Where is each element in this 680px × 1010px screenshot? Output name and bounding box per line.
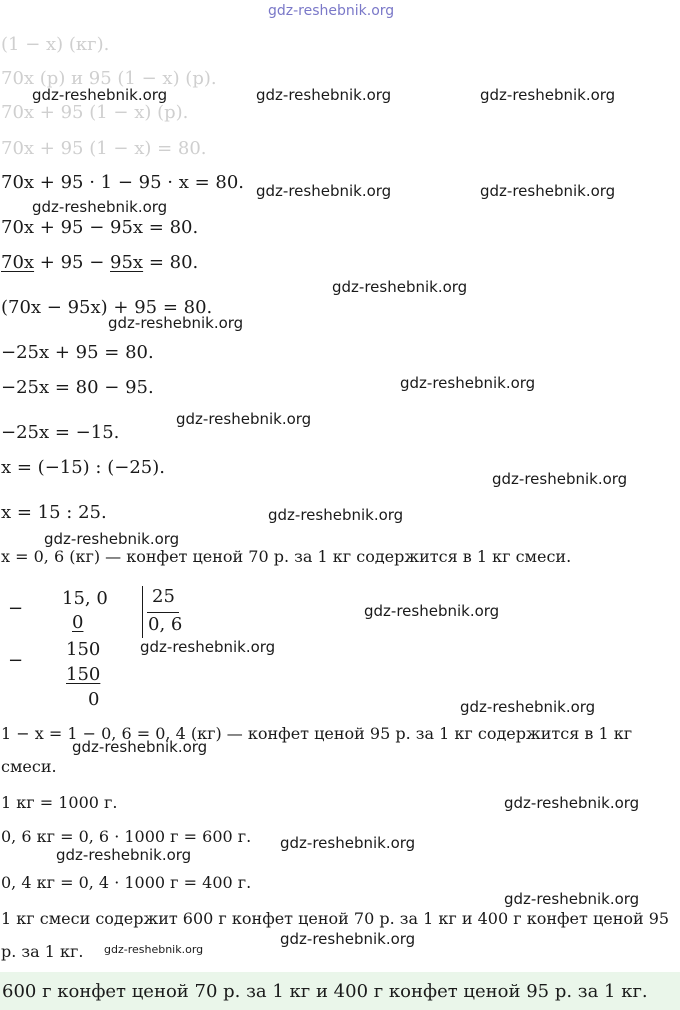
math-line: 70x + 95 (1 − x) = 80. xyxy=(1,138,207,159)
division-minus: − xyxy=(8,650,24,671)
division-remainder: 0 xyxy=(88,689,100,710)
site-watermark: gdz-reshebnik.org xyxy=(460,698,596,716)
underlined-term: 70x xyxy=(1,252,35,273)
site-watermark: gdz-reshebnik.org xyxy=(256,86,392,104)
underlined-term: 95x xyxy=(110,252,144,273)
site-watermark: gdz-reshebnik.org xyxy=(256,182,392,200)
math-line: x = 0, 6 (кг) — конфет ценой 70 р. за 1 кг содержится в 1 кг смеси. xyxy=(1,547,572,566)
math-line: 70x (р) и 95 (1 − x) (р). xyxy=(1,68,217,89)
term: + 95 − xyxy=(34,252,111,273)
text-paragraph: 1 кг смеси содержит 600 г конфет ценой 70 р. за 1 кг и 400 г конфет ценой 95 р. за 1 кг. xyxy=(1,909,670,961)
site-watermark: gdz-reshebnik.org xyxy=(108,314,244,332)
site-watermark: gdz-reshebnik.org xyxy=(280,930,416,948)
site-watermark: gdz-reshebnik.org xyxy=(400,374,536,392)
site-watermark: gdz-reshebnik.org xyxy=(176,410,312,428)
math-line: −25x = −15. xyxy=(1,422,120,443)
division-quotient-line xyxy=(147,612,179,613)
site-watermark: gdz-reshebnik.org xyxy=(32,86,168,104)
math-line: 0, 4 кг = 0, 4 · 1000 г = 400 г. xyxy=(1,873,252,892)
math-line: −25x = 80 − 95. xyxy=(1,377,154,398)
answer-box xyxy=(0,972,680,1010)
answer-text: 600 г конфет ценой 70 р. за 1 кг и 400 г конфет ценой 95 р. за 1 кг. xyxy=(2,981,648,1002)
division-subtrahend: 0 xyxy=(72,612,84,633)
math-line: 1 кг = 1000 г. xyxy=(1,793,118,812)
math-line: (70x − 95x) + 95 = 80. xyxy=(1,297,213,318)
site-watermark: gdz-reshebnik.org xyxy=(268,506,404,524)
site-watermark: gdz-reshebnik.org xyxy=(280,834,416,852)
site-watermark: gdz-reshebnik.org xyxy=(44,530,180,548)
math-line: 70x + 95 · 1 − 95 · x = 80. xyxy=(1,172,244,193)
site-watermark: gdz-reshebnik.org xyxy=(504,890,640,908)
math-line: 0, 6 кг = 0, 6 · 1000 г = 600 г. xyxy=(1,827,252,846)
text-paragraph: 1 − x = 1 − 0, 6 = 0, 4 (кг) — конфет ценой 95 р. за 1 кг содержится в 1 кг смеси. xyxy=(1,724,633,776)
site-watermark: gdz-reshebnik.org xyxy=(504,794,640,812)
division-bar xyxy=(142,586,143,638)
site-watermark: gdz-reshebnik.org xyxy=(140,638,276,656)
site-watermark: gdz-reshebnik.org xyxy=(104,943,204,956)
math-line-underlined xyxy=(1,254,198,272)
site-watermark: gdz-reshebnik.org xyxy=(492,470,628,488)
math-line: 70x + 95 − 95x = 80. xyxy=(1,217,199,238)
division-dividend: 15, 0 xyxy=(62,588,108,609)
math-line: x = (−15) : (−25). xyxy=(1,457,165,478)
division-remainder: 150 xyxy=(66,639,101,660)
site-watermark: gdz-reshebnik.org xyxy=(32,198,168,216)
division-quotient: 0, 6 xyxy=(148,614,183,635)
site-watermark: gdz-reshebnik.org xyxy=(480,182,616,200)
site-watermark: gdz-reshebnik.org xyxy=(72,738,208,756)
site-watermark: gdz-reshebnik.org xyxy=(332,278,468,296)
term: = 80. xyxy=(143,252,199,273)
site-watermark: gdz-reshebnik.org xyxy=(480,86,616,104)
site-watermark: gdz-reshebnik.org xyxy=(364,602,500,620)
math-line: −25x + 95 = 80. xyxy=(1,342,154,363)
math-line: 70x + 95 (1 − x) (р). xyxy=(1,102,189,123)
math-line: (1 − x) (кг). xyxy=(1,34,110,55)
division-minus: − xyxy=(8,598,24,619)
site-watermark: gdz-reshebnik.org xyxy=(56,846,192,864)
math-line: x = 15 : 25. xyxy=(1,502,107,523)
division-subtrahend: 150 xyxy=(66,664,101,685)
site-watermark-top: gdz-reshebnik.org xyxy=(268,3,395,19)
division-divisor: 25 xyxy=(152,586,175,607)
